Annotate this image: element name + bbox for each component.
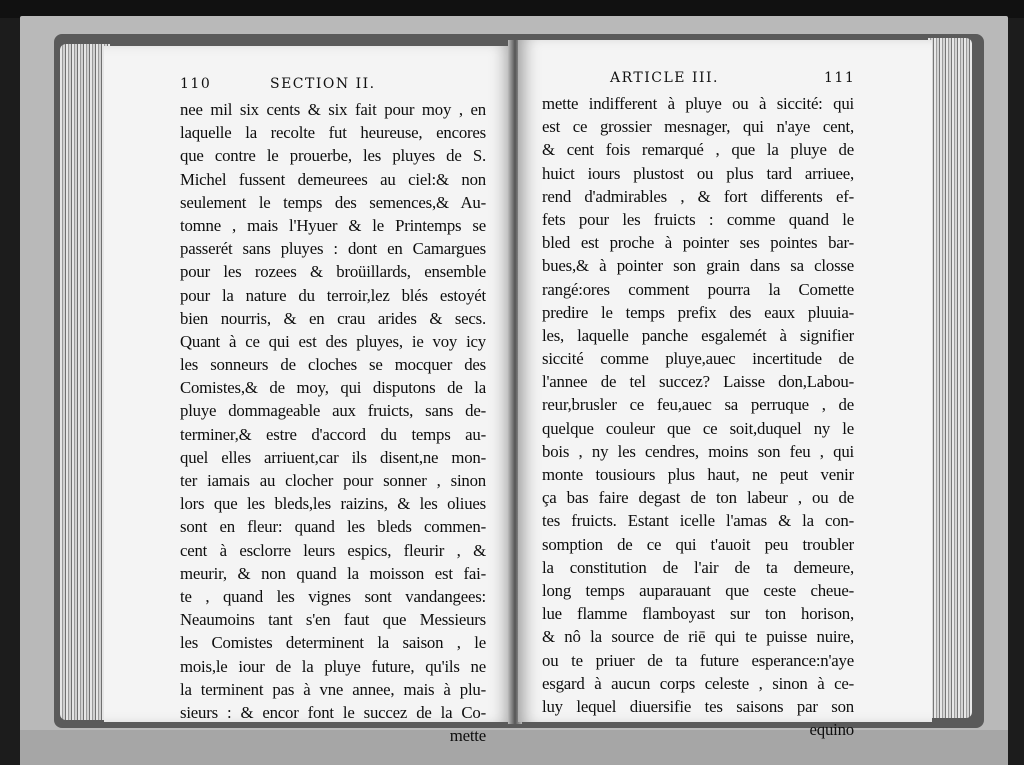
text-line: ou te priuer de ta future esperance:n'aye (542, 650, 854, 670)
text-line: rangé:ores comment pourra la Comette (542, 279, 854, 299)
text-line: que contre le prouerbe, les pluyes de S. (180, 146, 486, 166)
right-page-number: 111 (824, 70, 856, 86)
text-line: cent à esclorre leurs espics, fleurir , & (180, 540, 486, 560)
text-line: tes fruicts. Estant icelle l'amas & la con- (542, 511, 854, 531)
text-line: lors que les bleds,les raizins, & les oliues (180, 494, 486, 514)
text-line: Michel fussent demeurees au ciel:& non (180, 169, 486, 189)
text-line: bois , ny les cendres, moins son feu , qui (542, 441, 854, 461)
text-line: pluye dommageable aux fruicts, sans de- (180, 401, 486, 421)
text-line: est ce grossier mesnager, qui n'aye cent, (542, 117, 854, 137)
text-line: les, laquelle panche esgalemét à signifier (542, 325, 854, 345)
text-line: quel elles arriuent,car ils disent,ne mon- (180, 447, 486, 467)
text-line: la terminent pas à vne annee, mais à plu- (180, 679, 486, 699)
text-line: siccité comme pluye,auec incertitude de (542, 349, 854, 369)
right-page-header (518, 70, 932, 94)
text-line: & nô la source de riē qui te puisse nuire, (542, 627, 854, 647)
text-line: Comistes,& de moy, qui disputons de la (180, 378, 486, 398)
left-running-head: SECTION II. (270, 76, 376, 92)
text-line: terminer,& estre d'accord du temps au- (180, 424, 486, 444)
text-line: long temps auparauant que ceste cheue- (542, 580, 854, 600)
left-page (104, 46, 512, 746)
text-line: seulement le temps des semences,& Au- (180, 192, 486, 212)
text-line: Neaumoins tant s'en faut que Messieurs (180, 610, 486, 630)
page-edges-right (928, 38, 972, 718)
text-line: bled est proche à pointer ses pointes bar- (542, 233, 854, 253)
text-line: mois,le iour de la pluye future, qu'ils ne (180, 656, 486, 676)
text-line: fets pour les fruicts : comme quand le (542, 209, 854, 229)
left-page-number: 110 (180, 76, 212, 92)
page-edges-left (60, 44, 110, 720)
text-line: huict iours plustost ou plus tard arriuee, (542, 163, 854, 183)
text-line: pour les rozees & broüillards, ensemble (180, 262, 486, 282)
text-line: les sonneurs de cloches se mocquer des (180, 355, 486, 375)
text-line: mette (449, 726, 486, 746)
text-line: sieurs : & encor font le succez de la Co- (180, 702, 486, 722)
text-line: te , quand les vignes sont vandangees: (180, 586, 486, 606)
text-line: nee mil six cents & six fait pour moy , en (180, 100, 486, 119)
text-line: la constitution de l'air de ta demeure, (542, 557, 854, 577)
text-line: meurir, & non quand la moisson est fai- (180, 563, 486, 583)
text-line: reur,brusler ce feu,auec sa perruque , de (542, 395, 854, 415)
text-line: ça bas faire degast de ton labeur , ou de (542, 488, 854, 508)
text-line: & cent fois remarqué , que la pluye de (542, 140, 854, 160)
text-line: quelque couleur que ce soit,duquel ny le (542, 418, 854, 438)
text-line: luy lequel diuersifie tes saisons par son (542, 696, 854, 716)
text-line: equino (809, 720, 854, 740)
left-page-text (104, 98, 486, 747)
right-page (518, 40, 932, 740)
text-line: tomne , mais l'Hyuer & le Printemps se (180, 215, 486, 235)
text-line: bues,& à pointer son grain dans sa closse (542, 256, 854, 276)
text-line: predire le temps prefix des eaux pluuia- (542, 302, 854, 322)
text-line: lue flamme flamboyast sur ton horison, (542, 604, 854, 624)
text-line: somption de ce qui t'auoit peu troubler (542, 534, 854, 554)
text-line: ter iamais au clocher pour sonner , sinon (180, 471, 486, 490)
text-line: laquelle la recolte fut heureuse, encores (180, 123, 486, 143)
right-page-text (518, 92, 854, 741)
text-line: passerét sans pluyes : dont en Camargues (180, 239, 486, 259)
text-line: bien nourris, & en crau arides & secs. (180, 308, 486, 328)
text-line: esgard à aucun corps celeste , sinon à ce- (542, 673, 854, 693)
text-line: les Comistes determinent la saison , le (180, 633, 486, 653)
text-line: sont en fleur: quand les bleds commen- (180, 517, 486, 537)
text-line: monte tousiours plus haut, ne peut venir (542, 465, 854, 484)
text-line: l'annee de tel succez? Laisse don,Labou- (542, 372, 854, 392)
left-page-header (104, 76, 512, 100)
text-line: Quant à ce qui est des pluyes, ie voy icy (180, 331, 486, 351)
text-line: rend d'admirables , & fort differents ef- (542, 186, 854, 206)
text-line: pour la nature du terroir,lez blés estoyét (180, 285, 486, 305)
text-line: mette indifferent à pluye ou à siccité: qui (542, 94, 854, 113)
right-running-head: ARTICLE III. (610, 70, 719, 86)
